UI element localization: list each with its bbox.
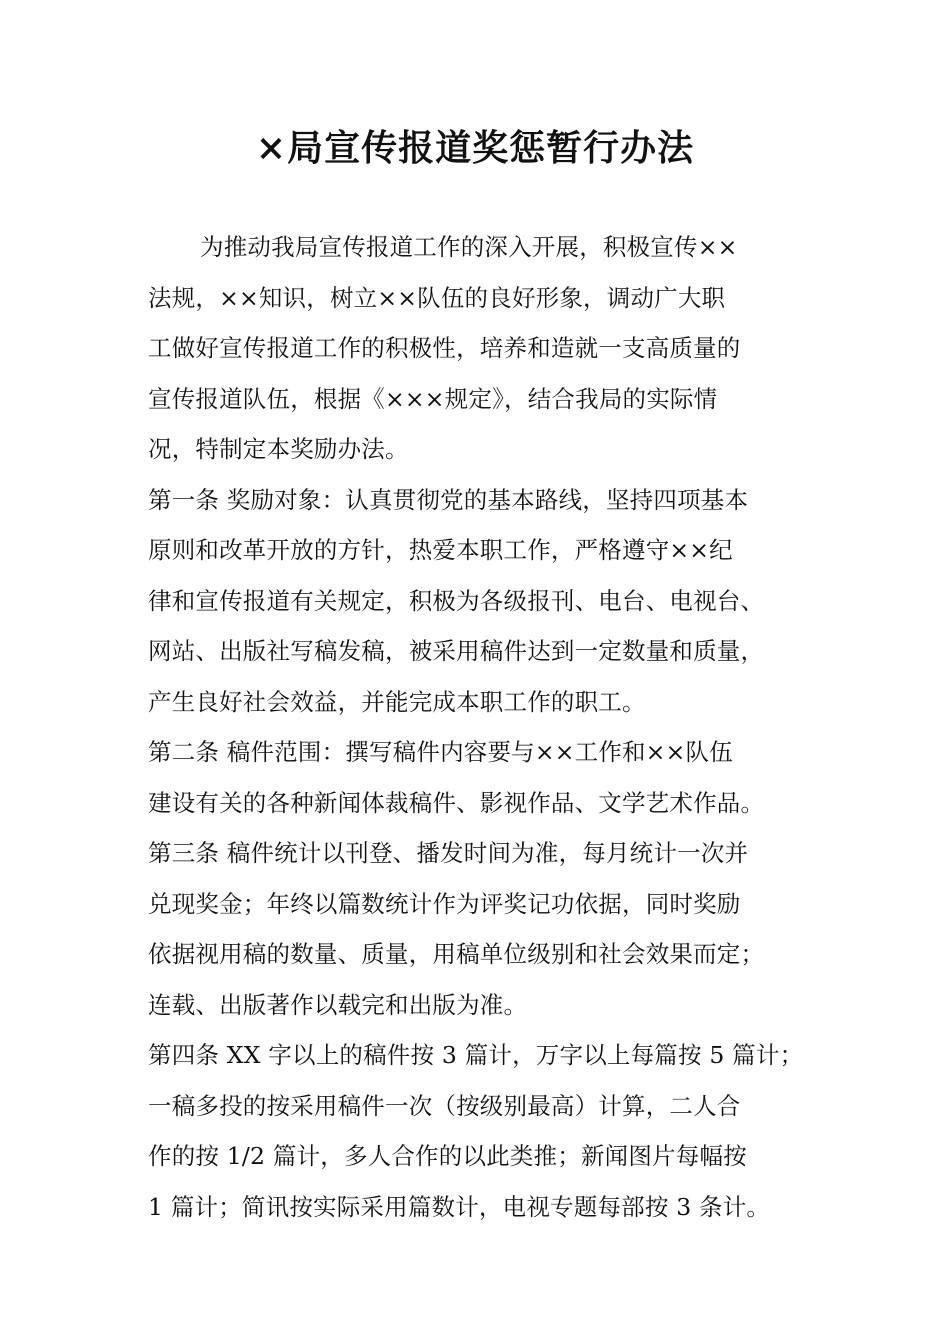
text-line: 产生良好社会效益，并能完成本职工作的职工。 <box>148 687 646 716</box>
document-body <box>148 222 808 1232</box>
text-line: 法规，××知识，树立××队伍的良好形象，调动广大职 <box>148 283 726 312</box>
article-1-line: 第一条 奖励对象：认真贯彻党的基本路线，坚持四项基本 <box>148 485 749 514</box>
text-line: 原则和改革开放的方针，热爱本职工作，严格遵守××纪 <box>148 536 733 564</box>
text-line: 为推动我局宣传报道工作的深入开展，积极宣传×× <box>200 233 738 261</box>
text-line: 网站、出版社写稿发稿，被采用稿件达到一定数量和质量， <box>148 637 765 665</box>
text-line: 作的按 1/2 篇计，多人合作的以此类推；新闻图片每幅按 <box>148 1142 747 1170</box>
article-2-line: 第二条 稿件范围：撰写稿件内容要与××工作和××队伍 <box>148 738 733 766</box>
text-line: 1 篇计；简讯按实际采用篇数计，电视专题每部按 3 条计。 <box>148 1192 771 1221</box>
text-line: 一稿多投的按采用稿件一次（按级别最高）计算，二人合 <box>148 1091 741 1120</box>
text-line: 况，特制定本奖励办法。 <box>148 435 409 463</box>
text-line: 工做好宣传报道工作的积极性，培养和造就一支高质量的 <box>148 334 741 362</box>
article-3-line: 第三条 稿件统计以刊登、播发时间为准，每月统计一次并 <box>148 839 749 867</box>
text-line: 连载、出版著作以载完和出版为准。 <box>148 990 528 1019</box>
text-line: 建设有关的各种新闻体裁稿件、影视作品、文学艺术作品。 <box>148 788 765 817</box>
text-line: 依据视用稿的数量、质量，用稿单位级别和社会效果而定； <box>148 940 765 968</box>
article-4-line: 第四条 XX 字以上的稿件按 3 篇计，万字以上每篇按 5 篇计； <box>148 1041 804 1069</box>
document-title: ×局宣传报道奖惩暂行办法 <box>255 127 695 169</box>
text-line: 宣传报道队伍，根据《×××规定》，结合我局的实际情 <box>148 384 718 413</box>
text-line: 律和宣传报道有关规定，积极为各级报刊、电台、电视台、 <box>148 586 765 615</box>
text-line: 兑现奖金；年终以篇数统计作为评奖记功依据，同时奖励 <box>148 889 741 918</box>
